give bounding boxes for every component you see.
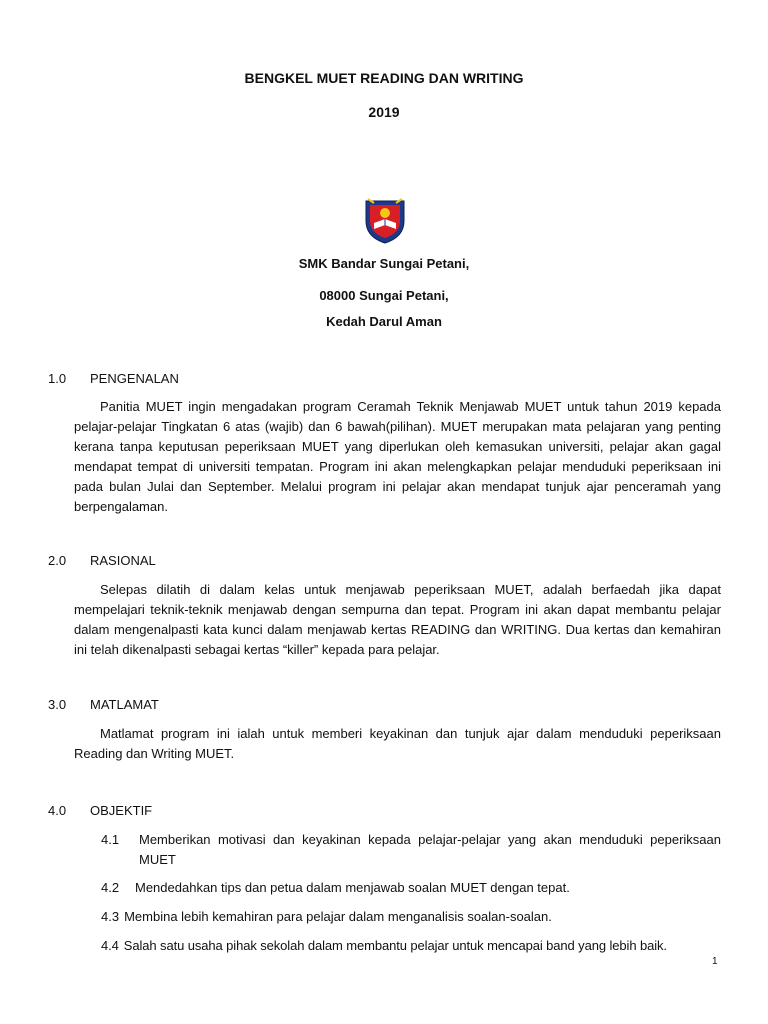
section-number: 4.0 [48,803,67,818]
section-heading-objektif [48,803,152,818]
objective-item [101,830,721,870]
section-number: 3.0 [48,697,67,712]
objective-number: 4.2 [101,880,120,895]
section-number: 1.0 [48,371,67,386]
school-crest-icon [362,197,408,245]
page-number: 1 [712,956,718,967]
section-number: 2.0 [48,553,67,568]
address-line-1: SMK Bandar Sungai Petani, [298,256,470,271]
objective-text: Mendedahkan tips dan petua dalam menjawab soalan MUET dengan tepat. [135,880,570,895]
section-body-rasional: Selepas dilatih di dalam kelas untuk menjawab peperiksaan MUET, adalah berfaedah jika dapat mempelajari teknik-teknik menjawab dengan sempurna dan tepat. Program ini akan dapat membantu pelajar dalam mengenalpasti kata kunci dalam menjawab kertas READING dan WRITING. Dua kertas dan kemahiran ini telah dikenalpasti sebagai kertas “killer” kepada para pelajar. [74,582,721,657]
section-heading-rasional [48,553,156,568]
document-year: 2019 [368,104,400,120]
section-title: MATLAMAT [90,697,159,712]
objective-number: 4.1 [101,832,120,847]
objective-number: 4.3 [101,909,120,924]
objective-item [101,907,721,927]
section-body-matlamat: Matlamat program ini ialah untuk memberi keyakinan dan tunjuk ajar dalam menduduki peperiksaan Reading dan Writing MUET. [74,726,721,761]
objective-item [101,936,725,956]
section-title: OBJEKTIF [90,803,153,818]
section-body-pengenalan: Panitia MUET ingin mengadakan program Ceramah Teknik Menjawab MUET untuk tahun 2019 kepada pelajar-pelajar Tingkatan 6 atas (wajib) dan 6 bawah(pilihan). MUET merupakan mata pelajaran yang penting kerana tanpa keputusan peperiksaan MUET yang diperlukan oleh kemasukan universiti, pelajar akan gagal mendapat tempat di universiti tempatan. Program ini akan melengkapkan pelajar menduduki peperiksaan ini pada bulan Julai dan September. Melalui program ini pelajar akan mendapat tunjuk ajar penceramah yang berpengalaman. [74,399,721,514]
section-title: PENGENALAN [90,371,179,386]
objective-text: Salah satu usaha pihak sekolah dalam membantu pelajar untuk mencapai band yang lebih baik. [123,938,667,953]
objective-number: 4.4 [101,938,119,953]
objective-text: Memberikan motivasi dan keyakinan kepada pelajar-pelajar yang akan menduduki peperiksaan MUET [139,832,721,867]
address-line-2: 08000 Sungai Petani, [319,288,449,303]
objective-item [101,878,721,898]
address-line-3: Kedah Darul Aman [326,314,442,329]
section-heading-matlamat [48,697,159,712]
section-title: RASIONAL [90,553,156,568]
section-heading-pengenalan [48,371,179,386]
document-title: BENGKEL MUET READING DAN WRITING [244,70,524,86]
objective-text: Membina lebih kemahiran para pelajar dalam menganalisis soalan-soalan. [124,909,552,924]
